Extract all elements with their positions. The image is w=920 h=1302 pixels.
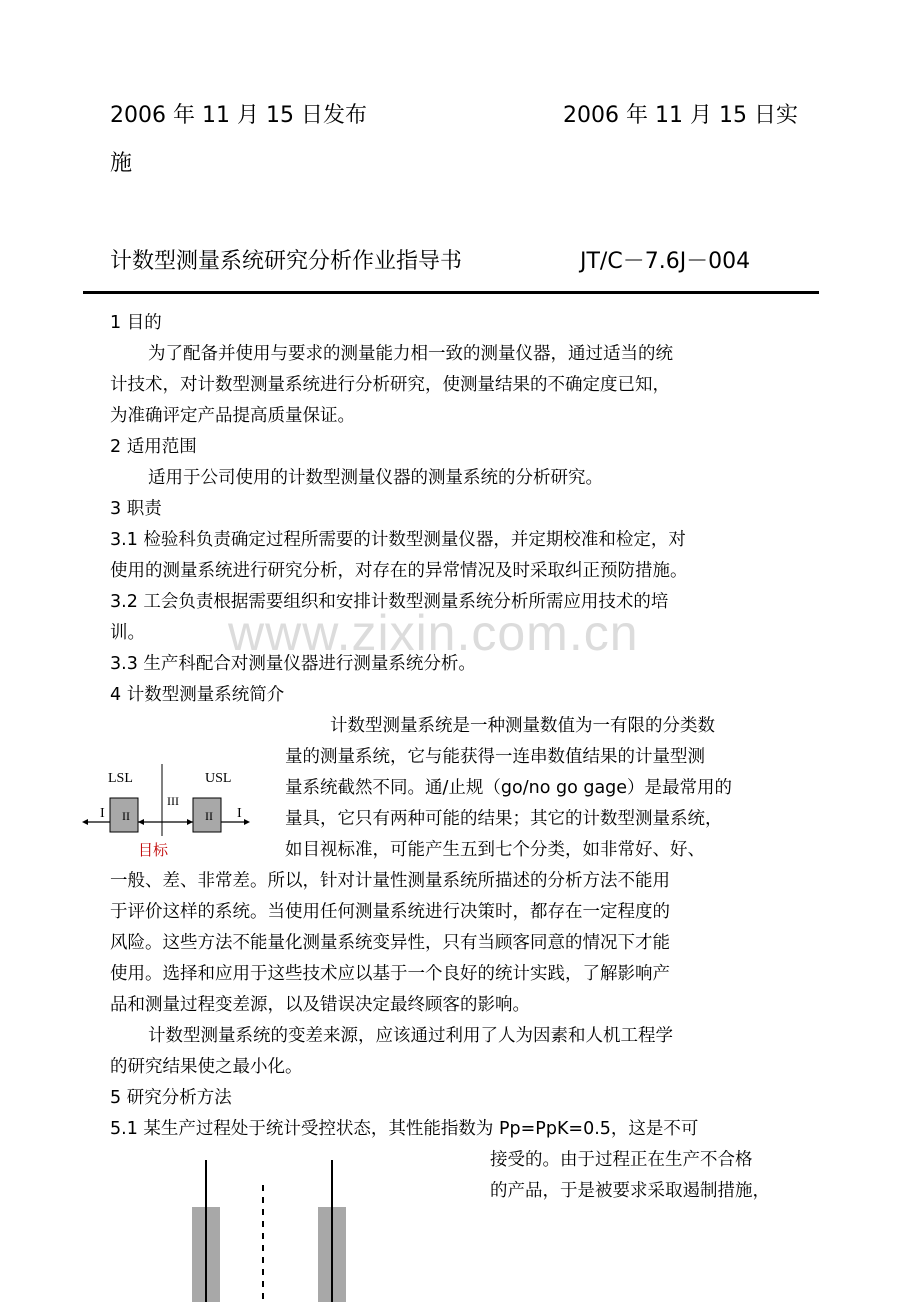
section-4-text-line: 品和测量过程变差源，以及错误决定最终顾客的影响。 — [110, 995, 530, 1015]
zone-i-right-label: I — [237, 806, 242, 821]
implementation-date: 2006 年 11 月 15 日实 — [563, 103, 798, 128]
usl-label: USL — [205, 771, 232, 786]
section-5-1-line: 的产品，于是被要求采取遏制措施， — [490, 1181, 770, 1201]
zone-iii-label: III — [167, 794, 179, 808]
lsl-label: LSL — [108, 771, 133, 786]
section-2-text-line: 适用于公司使用的计数型测量仪器的测量系统的分析研究。 — [148, 468, 603, 488]
zone-i-left-label: I — [100, 806, 105, 821]
section-3-2-line: 训。 — [110, 623, 145, 643]
header-rule — [83, 291, 819, 294]
section-4-text-line: 风险。这些方法不能量化测量系统变异性，只有当顾客同意的情况下才能 — [110, 933, 670, 953]
section-1-title: 1 目的 — [110, 313, 162, 333]
section-4-text-line: 量系统截然不同。通/止规（go/no go gage）是最常用的 — [285, 778, 733, 798]
zone-ii-right-label: II — [205, 809, 213, 823]
gauge-zone-diagram — [80, 760, 260, 840]
target-label: 目标 — [138, 841, 169, 859]
section-4-text-line: 量的测量系统，它与能获得一连串数值结果的计量型测 — [285, 747, 705, 767]
section-4-text-line: 如目视标准，可能产生五到七个分类，如非常好、好、 — [285, 840, 705, 860]
section-3-3-line: 3.3 生产科配合对测量仪器进行测量系统分析。 — [110, 654, 476, 674]
inner-left-arrow-icon — [138, 819, 144, 825]
section-4-text-line: 使用。选择和应用于这些技术应以基于一个良好的统计实践，了解影响产 — [110, 964, 670, 984]
section-4-title: 4 计数型测量系统简介 — [110, 685, 285, 705]
section-3-1-line: 3.1 检验科负责确定过程所需要的计数型测量仪器，并定期校准和检定，对 — [110, 530, 686, 550]
section-3-2-line: 3.2 工会负责根据需要组织和安排计数型测量系统分析所需应用技术的培 — [110, 592, 669, 612]
inner-right-arrow-icon — [187, 819, 193, 825]
section-1-text-line: 计技术，对计数型测量系统进行分析研究，使测量结果的不确定度已知， — [110, 375, 670, 395]
section-4-text-line: 量具，它只有两种可能的结果；其它的计数型测量系统， — [285, 809, 723, 829]
section-4-text-line: 于评价这样的系统。当使用任何测量系统进行决策时，都存在一定程度的 — [110, 902, 670, 922]
section-4-text-line: 计数型测量系统是一种测量数值为一有限的分类数 — [330, 716, 715, 736]
section-3-1-line: 使用的测量系统进行研究分析，对存在的异常情况及时采取纠正预防措施。 — [110, 561, 688, 581]
process-distribution-diagram — [180, 1155, 370, 1302]
section-2-title: 2 适用范围 — [110, 437, 197, 457]
issue-date: 2006 年 11 月 15 日发布 — [110, 103, 367, 128]
document-code: JT/C－7.6J－004 — [580, 249, 751, 274]
section-3-title: 3 职责 — [110, 499, 162, 519]
section-4-text-line: 计数型测量系统的变差来源，应该通过利用了人为因素和人机工程学 — [148, 1026, 673, 1046]
section-1-text-line: 为了配备并使用与要求的测量能力相一致的测量仪器，通过适当的统 — [148, 344, 673, 364]
right-arrow-icon — [244, 819, 250, 825]
document-title: 计数型测量系统研究分析作业指导书 — [110, 249, 463, 274]
section-4-text-line: 的研究结果使之最小化。 — [110, 1057, 303, 1077]
section-5-title: 5 研究分析方法 — [110, 1088, 232, 1108]
implementation-date-continued: 施 — [110, 151, 133, 176]
section-1-text-line: 为准确评定产品提高质量保证。 — [110, 406, 355, 426]
section-4-text-line: 一般、差、非常差。所以，针对计量性测量系统所描述的分析方法不能用 — [110, 871, 670, 891]
zone-ii-left-label: II — [122, 809, 130, 823]
left-arrow-icon — [82, 819, 88, 825]
section-5-1-line: 5.1 某生产过程处于统计受控状态，其性能指数为 Pp=PpK=0.5，这是不可 — [110, 1119, 699, 1139]
section-5-1-line: 接受的。由于过程正在生产不合格 — [490, 1150, 753, 1170]
watermark: www.zixin.com.cn — [228, 605, 639, 661]
